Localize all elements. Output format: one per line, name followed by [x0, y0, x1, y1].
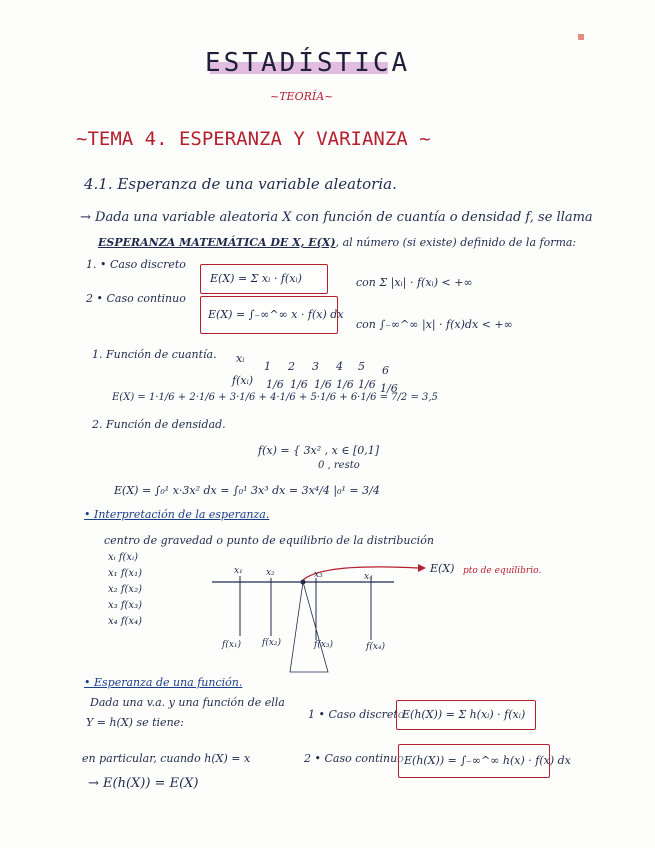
section-heading: 4.1. Esperanza de una variable aleatoria. [84, 175, 397, 193]
x-value: 1 [264, 360, 271, 373]
interpretation-text: centro de gravedad o punto de equilibrio de la distribución [104, 534, 434, 547]
f-value: 1/6 [266, 378, 284, 391]
particular-case-text: en particular, cuando h(X) = x [82, 752, 251, 765]
intro-line-1: → Dada una variable aleatoria X con función de cuantía o densidad f, se llama [80, 210, 593, 225]
f-value: 1/6 [380, 382, 398, 395]
list-item: x₃ f(x₃) [108, 600, 142, 611]
topic-heading: ~TEMA 4. ESPERANZA Y VARIANZA ~ [76, 128, 431, 150]
definition-term: ESPERANZA MATEMÁTICA DE X, E(X) [98, 236, 336, 249]
case2-condition: con ∫₋∞^∞ |x| · f(x)dx < +∞ [356, 318, 513, 331]
balance-point [301, 580, 306, 585]
x-value: 6 [382, 364, 389, 377]
f-value: 1/6 [358, 378, 376, 391]
fulcrum [290, 582, 328, 672]
function-case1-label: 1 • Caso discreto [308, 708, 405, 721]
diagram-f3: f(x₃) [314, 640, 334, 650]
example2-label: 2. Función de densidad. [92, 418, 226, 431]
interpretation-heading: • Interpretación de la esperanza. [84, 508, 270, 521]
list-item: x₄ f(x₄) [108, 616, 142, 627]
list-item: xᵢ f(xᵢ) [108, 552, 138, 563]
example1-result: E(X) = 1·1/6 + 2·1/6 + 3·1/6 + 4·1/6 + 5·1/6 + 6·1/6 = 7/2 = 3,5 [112, 392, 438, 403]
diagram-equilibrium-label: pto de equilibrio. [463, 566, 542, 576]
case1-formula: E(X) = Σ xᵢ · f(xᵢ) [210, 272, 302, 285]
list-item: x₁ f(x₁) [108, 568, 142, 579]
diagram-x3: x₃ [314, 570, 323, 580]
x-value: 2 [288, 360, 295, 373]
density-function: f(x) = { 3x² , x ∈ [0,1] [258, 444, 380, 457]
case1-condition: con Σ |xᵢ| · f(xᵢ) < +∞ [356, 276, 473, 289]
diagram-ex-label: E(X) [430, 562, 455, 575]
diagram-f2: f(x₂) [262, 638, 282, 648]
page-title: ESTADÍSTICA [205, 48, 411, 78]
case2-label: 2 • Caso continuo [86, 292, 186, 305]
example2-result: E(X) = ∫₀¹ x·3x² dx = ∫₀¹ 3x³ dx = 3x⁴/4 |₀¹ = 3/4 [114, 484, 380, 497]
example1-label: 1. Función de cuantía. [92, 348, 217, 361]
function-case2-formula: E(h(X)) = ∫₋∞^∞ h(x) · f(x) dx [404, 754, 571, 767]
function-text-1: Dada una v.a. y una función de ella [90, 696, 285, 709]
x-header: xᵢ [236, 352, 245, 365]
diagram-f1: f(x₁) [222, 640, 242, 650]
case1-label: 1. • Caso discreto [86, 258, 186, 271]
function-case1-formula: E(h(X)) = Σ h(xᵢ) · f(xᵢ) [402, 708, 526, 721]
f-value: 1/6 [290, 378, 308, 391]
case2-formula: E(X) = ∫₋∞^∞ x · f(x) dx [208, 308, 344, 321]
list-item: x₂ f(x₂) [108, 584, 142, 595]
x-value: 5 [358, 360, 365, 373]
arrow-head [418, 564, 426, 572]
function-text-2: Y = h(X) se tiene: [86, 716, 184, 729]
function-heading: • Esperanza de una función. [84, 676, 243, 689]
function-final: → E(h(X)) = E(X) [88, 776, 199, 791]
diagram-f4: f(x₄) [366, 642, 386, 652]
diagram-x1: x₁ [234, 566, 243, 576]
density-function-rest: 0 , resto [318, 460, 360, 471]
x-value: 3 [312, 360, 319, 373]
diagram-x2: x₂ [266, 568, 275, 578]
x-value: 4 [336, 360, 343, 373]
diagram-x4: x₄ [364, 572, 373, 582]
page-subtitle: ~TEORÍA~ [270, 90, 334, 103]
definition-rest: , al número (si existe) definido de la forma: [335, 236, 577, 249]
function-case2-label: 2 • Caso continuo [304, 752, 404, 765]
f-value: 1/6 [336, 378, 354, 391]
f-header: f(xᵢ) [232, 374, 254, 387]
f-value: 1/6 [314, 378, 332, 391]
